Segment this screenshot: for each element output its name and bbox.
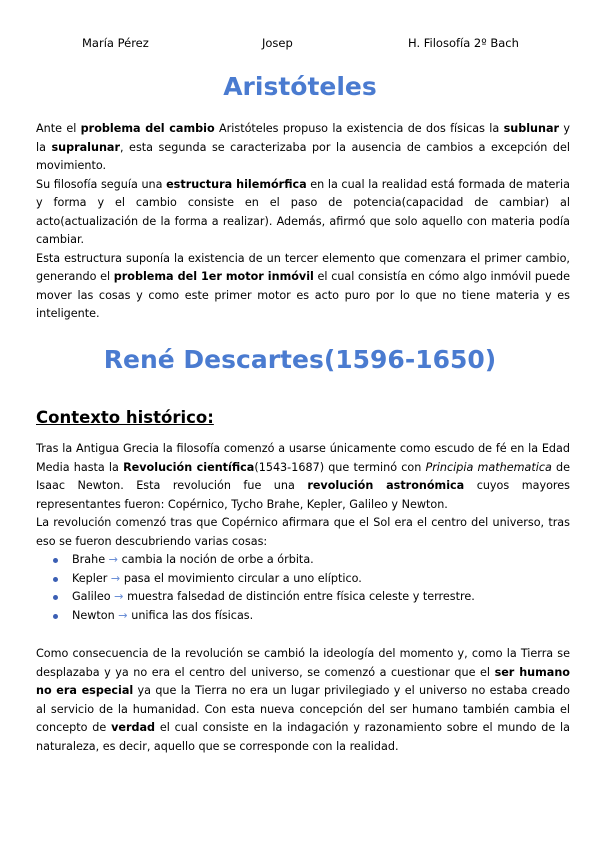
bold-term: revolución astronómica — [307, 479, 465, 492]
bold-term: problema del cambio — [80, 122, 215, 135]
text-run: el cual consistía en cómo algo inmóvil puede mover las cosas y como este primer motor es acto puro por lo que no tiene materia y es inteligente. — [36, 270, 570, 320]
text-run: (1543-1687) que terminó con — [254, 460, 426, 474]
aristoteles-paragraph-3 — [36, 250, 570, 324]
text-run: de Isaac Newton. Esta revolución fue una — [36, 460, 571, 492]
bold-term: estructura hilemórfica — [166, 177, 307, 191]
bold-term: sublunar — [503, 122, 560, 135]
list-item-text: muestra falsedad de distinción entre física celeste y terrestre. — [123, 590, 475, 603]
list-item — [36, 607, 570, 626]
context-section — [36, 440, 570, 625]
list-item — [36, 551, 570, 570]
subject-label: H. Filosofía 2º Bach — [408, 36, 519, 50]
scientist-name: Galileo — [72, 590, 111, 603]
text-run: Como consecuencia de la revolución se cambió la ideología del momento y, como la Tierra se desplazaba y ya no era el centro del universo, se comenzó a cuestionar que el — [36, 647, 570, 679]
discoveries-list — [36, 551, 570, 625]
section-heading: Contexto histórico: — [36, 408, 214, 427]
list-item-text: unifica las dos físicas. — [127, 608, 254, 622]
arrow-icon: → — [118, 608, 128, 622]
bold-term: ser humano no era especial — [36, 665, 570, 697]
text-run: Tras la Antigua Grecia la filosofía comenzó a usarse únicamente como escudo de fé en la Edad Media hasta la — [36, 442, 570, 474]
teacher-name: Josep — [262, 36, 293, 50]
italic-title: Principia mathematica — [425, 460, 552, 474]
bullet-icon — [53, 577, 58, 582]
list-item-text: cambia la noción de orbe a órbita. — [118, 553, 314, 566]
aristoteles-title: Aristóteles — [223, 72, 377, 101]
text-run: cuyos mayores representantes fueron: Copérnico, Tycho Brahe, Kepler, Galileo y Newton. — [36, 479, 570, 511]
scientist-name: Kepler — [72, 571, 108, 585]
text-run: , esta segunda se caracterizaba por la ausencia de cambios a excepción del movimiento. — [36, 140, 570, 172]
text-run: Aristóteles propuso la existencia de dos físicas la — [214, 122, 504, 135]
scientist-name: Brahe — [72, 553, 106, 566]
bold-term: verdad — [111, 721, 156, 734]
context-paragraph-2: La revolución comenzó tras que Copérnico afirmara que el Sol era el centro del universo, tras eso se fueron descubriendo varias cosas: — [36, 516, 570, 548]
text-run: ya que la Tierra no era un lugar privilegiado y el universo no estaba creado al servicio de la humanidad. Con esta nueva concepción del ser humano también cambia el concepto de — [36, 684, 570, 734]
aristoteles-paragraph-2 — [36, 176, 570, 250]
text-run: en la cual la realidad está formada de materia y forma y el cambio consiste en el paso de potencia(capacidad de cambiar) al acto(actualización de la forma a realizar). Además, afirmó que solo aquello con materia podía cambiar. — [36, 177, 570, 246]
text-run: Su filosofía seguía una — [36, 177, 167, 191]
arrow-icon: → — [110, 571, 121, 585]
descartes-title: René Descartes(1596-1650) — [103, 345, 497, 374]
arrow-icon: → — [114, 590, 124, 603]
consequence-section — [36, 645, 570, 756]
consequence-paragraph — [36, 645, 570, 756]
text-run: Esta estructura suponía la existencia de un tercer elemento que comenzara el primer cambio, generando el — [36, 251, 570, 283]
list-item-text: pasa el movimiento circular a uno elíptico. — [120, 571, 362, 585]
aristoteles-paragraph-1 — [36, 120, 570, 176]
page-header — [0, 36, 600, 52]
aristoteles-section — [36, 120, 570, 324]
scientist-name: Newton — [72, 608, 115, 622]
text-run: y la — [36, 122, 571, 154]
text-run: el cual consiste en la indagación y razonamiento sobre el mundo de la naturaleza, es decir, aquello que se corresponde con la realidad. — [36, 721, 570, 753]
bold-term: Revolución científica — [123, 460, 255, 474]
author-name: María Pérez — [82, 36, 149, 50]
context-paragraph-1 — [36, 440, 570, 514]
bold-term: problema del 1er motor inmóvil — [113, 270, 314, 283]
bold-term: supralunar — [51, 140, 120, 154]
list-item — [36, 570, 570, 589]
arrow-icon: → — [108, 553, 119, 566]
list-item — [36, 588, 570, 607]
text-run: Ante el — [36, 122, 81, 135]
bullet-icon — [53, 595, 58, 600]
bullet-icon — [53, 558, 58, 563]
bullet-icon — [53, 614, 58, 619]
